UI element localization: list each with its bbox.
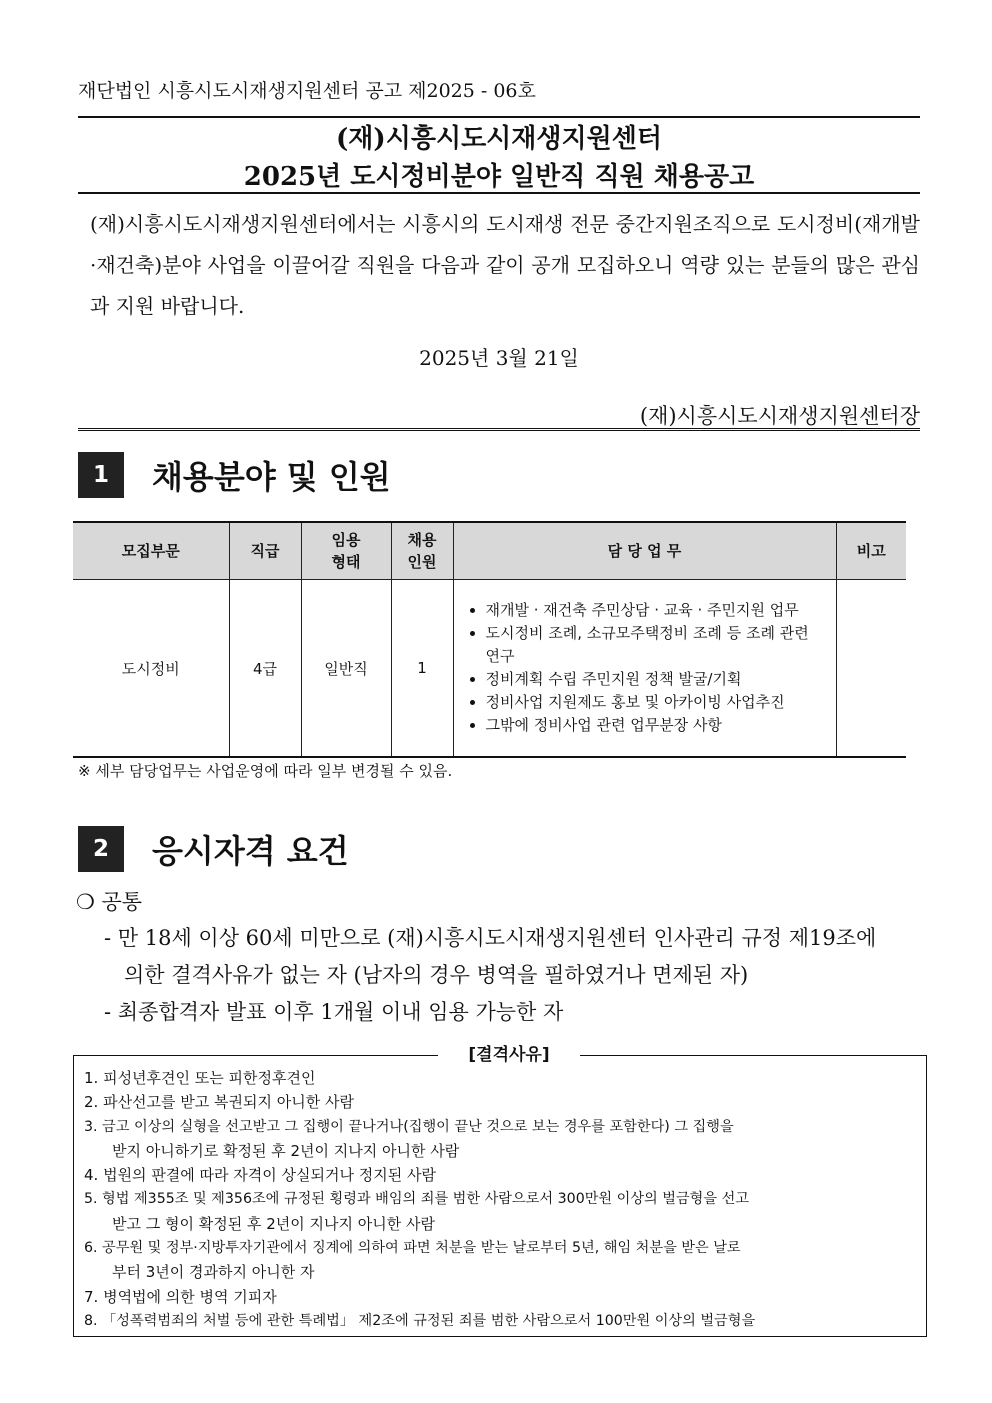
requirement-appointment: - 최종합격자 발표 이후 1개월 이내 임용 가능한 자 <box>104 1000 564 1024</box>
section-1-number: 1 <box>78 452 124 498</box>
list-item: 2. 파산선고를 받고 복권되지 아니한 사람 <box>84 1093 354 1112</box>
duty-item: • 도시정비 조례, 소규모주택정비 조례 등 조례 관련 연구 <box>486 622 828 668</box>
header-type: 임용 형태 <box>301 522 391 580</box>
section-2-number: 2 <box>78 826 124 872</box>
cell-type: 일반직 <box>301 580 391 758</box>
disqualification-title: [결격사유] <box>438 1040 580 1065</box>
table-row <box>73 580 906 758</box>
list-item: 1. 피성년후견인 또는 피한정후견인 <box>84 1069 316 1087</box>
requirement-age <box>104 920 920 994</box>
duties-note: ※ 세부 담당업무는 사업운영에 따라 일부 변경될 수 있음. <box>78 762 453 780</box>
list-item: 8. 「성폭력범죄의 처벌 등에 관한 특례법」 제2조에 규정된 죄를 범한 사람으로서 100만원 이상의 벌금형을 <box>84 1312 756 1329</box>
announcement-number: 재단법인 시흥시도시재생지원센터 공고 제2025 - 06호 <box>78 80 536 102</box>
page-title-org: (재)시흥시도시재생지원센터 <box>336 124 662 154</box>
page-title: 2025년 도시정비분야 일반직 직원 채용공고 <box>243 162 755 192</box>
section-2-title: 응시자격 요건 <box>152 832 349 870</box>
header-duties: 담 당 업 무 <box>453 522 836 580</box>
requirement-age-line1: - 만 18세 이상 60세 미만으로 (재)시흥시도시재생지원센터 인사관리 규정 제19조에 <box>104 926 877 950</box>
announcement-date: 2025년 3월 21일 <box>419 346 579 370</box>
list-item: 4. 법원의 판결에 따라 자격이 상실되거나 정지된 사람 <box>84 1166 436 1185</box>
list-item: 받지 아니하기로 확정된 후 2년이 지나지 아니한 사람 <box>112 1141 460 1160</box>
title-rule <box>78 192 920 194</box>
header-grade: 직급 <box>229 522 301 580</box>
list-item: 받고 그 형이 확정된 후 2년이 지나지 아니한 사람 <box>112 1214 435 1233</box>
table-header-row <box>73 522 906 580</box>
list-item: 3. 금고 이상의 실형을 선고받고 그 집행이 끝나거나(집행이 끝난 것으로 보는 경우를 포함한다) 그 집행을 <box>84 1118 734 1135</box>
list-item: 5. 형법 제355조 및 제356조에 규정된 횡령과 배임의 죄를 범한 사람으로서 300만원 이상의 벌금형을 선고 <box>84 1191 750 1208</box>
cell-duties <box>453 580 836 758</box>
list-item: 부터 3년이 경과하지 아니한 자 <box>112 1263 315 1282</box>
header-count: 채용 인원 <box>391 522 453 580</box>
duty-item: • 재개발 · 재건축 주민상담 · 교육 · 주민지원 업무 <box>486 599 828 622</box>
disqualification-list <box>84 1066 924 1333</box>
cell-dept: 도시정비 <box>73 580 229 758</box>
signer: (재)시흥시도시재생지원센터장 <box>639 404 920 428</box>
header-remarks: 비고 <box>836 522 906 580</box>
list-item: 6. 공무원 및 정부·지방투자기관에서 징계에 의하여 파면 처분을 받는 날로부터 5년, 해임 처분을 받은 날로 <box>84 1240 741 1257</box>
list-item: 7. 병역법에 의한 병역 기피자 <box>84 1287 277 1306</box>
cell-remarks <box>836 580 906 758</box>
section-1-heading <box>78 452 391 498</box>
cell-grade: 4급 <box>229 580 301 758</box>
signer-rule <box>78 428 920 431</box>
common-requirements-label: ❍ 공통 <box>76 890 143 914</box>
intro-paragraph: (재)시흥시도시재생지원센터에서는 시흥시의 도시재생 전문 중간지원조직으로 도시정비(재개발·재건축)분야 사업을 이끌어갈 직원을 다음과 같이 공개 모집하오니 역량 있는 분들의 많은 관심과 지원 바랍니다. <box>90 212 920 318</box>
duty-item: • 그밖에 정비사업 관련 업무분장 사항 <box>486 714 828 737</box>
disqualification-box <box>73 1045 927 1337</box>
recruitment-table <box>73 521 906 758</box>
requirement-age-line2: 의한 결격사유가 없는 자 (남자의 경우 병역을 필하였거나 면제된 자) <box>124 963 749 987</box>
section-2-heading <box>78 826 349 872</box>
duty-item: • 정비계획 수립 주민지원 정책 발굴/기획 <box>486 668 828 691</box>
duty-item: • 정비사업 지원제도 홍보 및 아카이빙 사업추진 <box>486 691 828 714</box>
header-dept: 모집부문 <box>73 522 229 580</box>
section-1-title: 채용분야 및 인원 <box>152 458 391 496</box>
cell-count: 1 <box>391 580 453 758</box>
